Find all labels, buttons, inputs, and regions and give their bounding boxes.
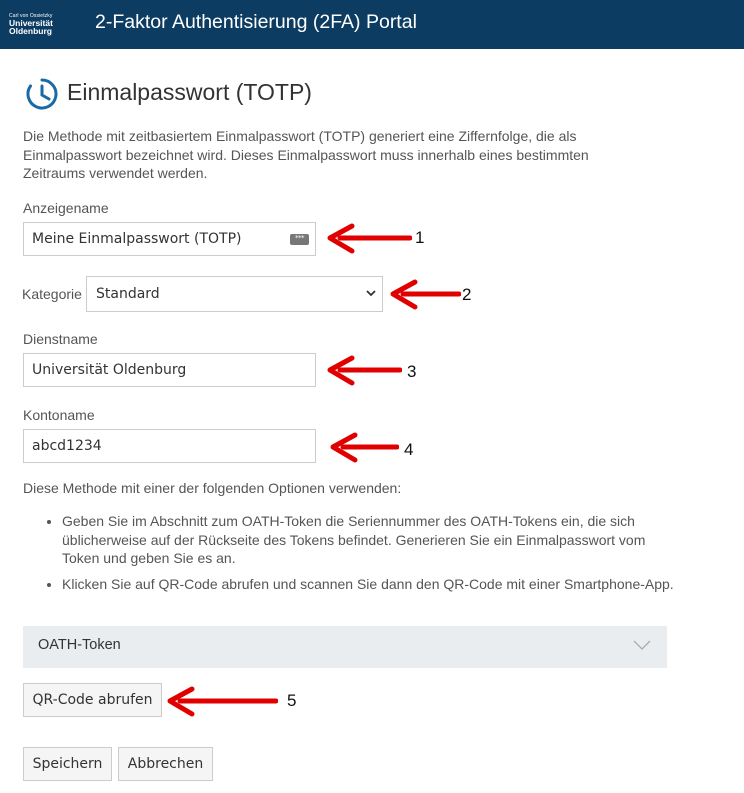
logo-line-3: Oldenburg [9, 26, 52, 36]
annotation-arrow-1 [326, 222, 412, 256]
save-button[interactable]: Speichern [23, 747, 112, 781]
page-title: Einmalpasswort (TOTP) [67, 79, 312, 105]
annotation-number-3: 3 [407, 362, 417, 381]
get-qr-code-button[interactable]: QR-Code abrufen [23, 683, 162, 717]
university-logo[interactable] [9, 13, 53, 35]
account-name-input[interactable] [23, 429, 316, 463]
option-item-qr: • Klicken Sie auf QR-Code abrufen und scannen Sie dann den QR-Code mit einer Smartphone-App. [62, 575, 682, 594]
account-name-label: Kontoname [23, 407, 95, 423]
oath-token-accordion[interactable] [23, 626, 667, 668]
service-name-label: Dienstname [23, 331, 98, 347]
header-bar [0, 0, 744, 49]
display-name-input[interactable] [23, 222, 316, 256]
category-select[interactable] [86, 276, 383, 312]
annotation-number-2: 2 [462, 285, 472, 304]
annotation-arrow-2 [389, 278, 461, 312]
category-value: Standard [96, 286, 160, 302]
service-name-input[interactable] [23, 353, 316, 387]
accordion-label: OATH-Token [38, 637, 121, 653]
account-name-value: abcd1234 [32, 438, 102, 454]
annotation-number-1: 1 [415, 228, 425, 247]
display-name-value: Meine Einmalpasswort (TOTP) [32, 231, 242, 247]
clock-icon [25, 77, 59, 111]
annotation-arrow-5 [166, 685, 278, 719]
annotation-arrow-4 [329, 431, 399, 465]
option-item-oath: • Geben Sie im Abschnitt zum OATH-Token die Seriennummer des OATH-Tokens ein, die sich üblicherweise auf der Rückseite des Tokens befindet. Generieren Sie ein Einmalpasswort vom Token und geben Sie es an. [62, 512, 682, 568]
cancel-button[interactable]: Abbrechen [118, 747, 213, 781]
chevron-down-icon [633, 640, 651, 651]
intro-text: Die Methode mit zeitbasiertem Einmalpasswort (TOTP) generiert eine Ziffernfolge, die als Einmalpasswort bezeichnet wird. Dieses Einmalpasswort muss innerhalb eines bestimmten Zeitraums verwendet werden. [23, 128, 589, 181]
options-list [34, 512, 682, 600]
annotation-number-4: 4 [404, 440, 414, 459]
display-name-label: Anzeigename [23, 200, 109, 216]
category-label: Kategorie [22, 286, 82, 302]
password-manager-icon[interactable]: *** [290, 234, 309, 245]
chevron-down-icon [366, 289, 376, 297]
annotation-arrow-3 [326, 354, 402, 388]
logo-line-1: Carl von Ossietzky [9, 13, 53, 19]
logo-line-2: Universität [9, 18, 53, 28]
options-intro: Diese Methode mit einer der folgenden Optionen verwenden: [23, 480, 402, 496]
app-title: 2-Faktor Authentisierung (2FA) Portal [95, 11, 417, 33]
annotation-number-5: 5 [287, 691, 297, 710]
service-name-value: Universität Oldenburg [32, 362, 187, 378]
